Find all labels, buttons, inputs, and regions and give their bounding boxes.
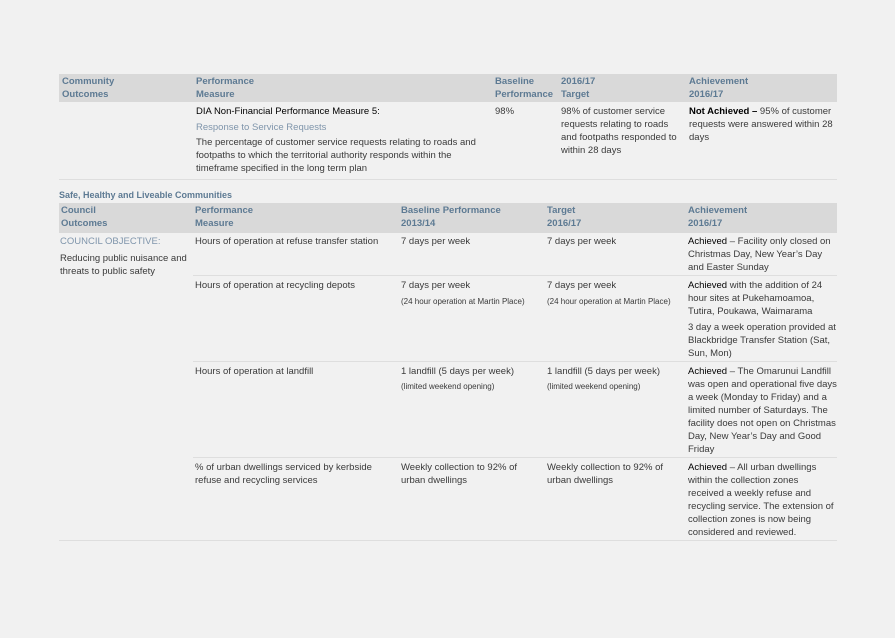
row1-achievement	[688, 235, 836, 274]
row2-rule	[193, 361, 837, 362]
header-target-2016: Target 2016/17	[547, 205, 582, 229]
header-achievement: Achievement 2016/17	[689, 76, 749, 100]
row1-rule	[193, 275, 837, 276]
row2-target: 7 days per week	[547, 280, 617, 291]
row3-baseline: 1 landfill (5 days per week)	[401, 366, 514, 377]
achievement-cell	[689, 105, 837, 144]
header-baseline-2013: Baseline Performance 2013/14	[401, 205, 501, 229]
council-objective-text: Reducing public nuisance and threats to public safety	[60, 253, 187, 277]
row1-status: Achieved	[688, 236, 728, 247]
row4-measure: % of urban dwellings serviced by kerbside refuse and recycling services	[195, 462, 372, 486]
row4-target: Weekly collection to 92% of urban dwellings	[547, 462, 663, 486]
row4-achievement	[688, 461, 836, 539]
measure-title: DIA Non-Financial Performance Measure 5:	[196, 106, 380, 117]
header-performance-measure: Performance Measure	[196, 76, 255, 100]
row3-rule	[193, 457, 837, 458]
row2-target-note: (24 hour operation at Martin Place)	[547, 297, 671, 306]
row3-status: Achieved	[688, 366, 728, 377]
header-achievement-2016: Achievement 2016/17	[688, 205, 748, 229]
table1-bottom-rule	[59, 179, 837, 180]
achievement-status: Not Achieved –	[689, 106, 758, 117]
row2-achievement	[688, 279, 836, 318]
row1-target: 7 days per week	[547, 236, 617, 247]
table2-bottom-rule	[59, 540, 837, 541]
row3-target: 1 landfill (5 days per week)	[547, 366, 660, 377]
row2-achievement-text: with the addition of 24 hour sites at Pukehamoamoa, Tutira, Poukawa, Waimarama	[688, 280, 823, 317]
row2-status: Achieved	[688, 280, 728, 291]
row2-baseline: 7 days per week	[401, 280, 471, 291]
row2-baseline-note: (24 hour operation at Martin Place)	[401, 297, 525, 306]
header-baseline-performance: Baseline Performance	[495, 76, 554, 100]
row4-baseline: Weekly collection to 92% of urban dwellings	[401, 462, 517, 486]
row2-measure: Hours of operation at recycling depots	[195, 280, 356, 291]
section-title: Safe, Healthy and Liveable Communities	[59, 190, 233, 200]
header-target: 2016/17 Target	[561, 76, 596, 100]
header-council-outcomes: Council Outcomes	[61, 205, 108, 229]
measure-description: The percentage of customer service requests relating to roads and footpaths to which the territorial authority responds within the timeframe specified in the long term plan	[196, 137, 476, 174]
row1-baseline: 7 days per week	[401, 236, 471, 247]
baseline-value: 98%	[495, 106, 515, 117]
header-community-outcomes: Community Outcomes	[62, 76, 115, 100]
row3-measure: Hours of operation at landfill	[195, 366, 314, 377]
achievement-text: 95% of customer requests were answered within 28 days	[689, 106, 833, 143]
row4-achievement-text: – All urban dwellings within the collection zones received a weekly refuse and recycling service. The extension of collection zones is now being considered and reviewed.	[688, 462, 834, 538]
row4-status: Achieved	[688, 462, 728, 473]
row1-measure: Hours of operation at refuse transfer station	[195, 236, 379, 247]
row1-achievement-text: – Facility only closed on Christmas Day, New Year’s Day and Easter Sunday	[688, 236, 831, 273]
table2-header	[59, 203, 837, 233]
table1-header	[59, 74, 837, 102]
row3-baseline-note: (limited weekend opening)	[401, 382, 495, 391]
row3-target-note: (limited weekend opening)	[547, 382, 641, 391]
target-value: 98% of customer service requests relating to roads and footpaths responded to within 28 days	[561, 106, 677, 156]
row3-achievement	[688, 365, 837, 456]
council-objective-label: COUNCIL OBJECTIVE:	[60, 236, 161, 247]
header-performance-measure-2: Performance Measure	[195, 205, 254, 229]
row2-achievement-extra: 3 day a week operation provided at Blackbridge Transfer Station (Sat, Sun, Mon)	[688, 322, 836, 359]
row3-achievement-text: – The Omarunui Landfill was open and operational five days a week (Monday to Friday) and a limited number of Saturdays. The facility does not open on Christmas Day, New Year’s Day and Good Friday	[688, 366, 837, 455]
measure-subtitle: Response to Service Requests	[196, 122, 327, 133]
